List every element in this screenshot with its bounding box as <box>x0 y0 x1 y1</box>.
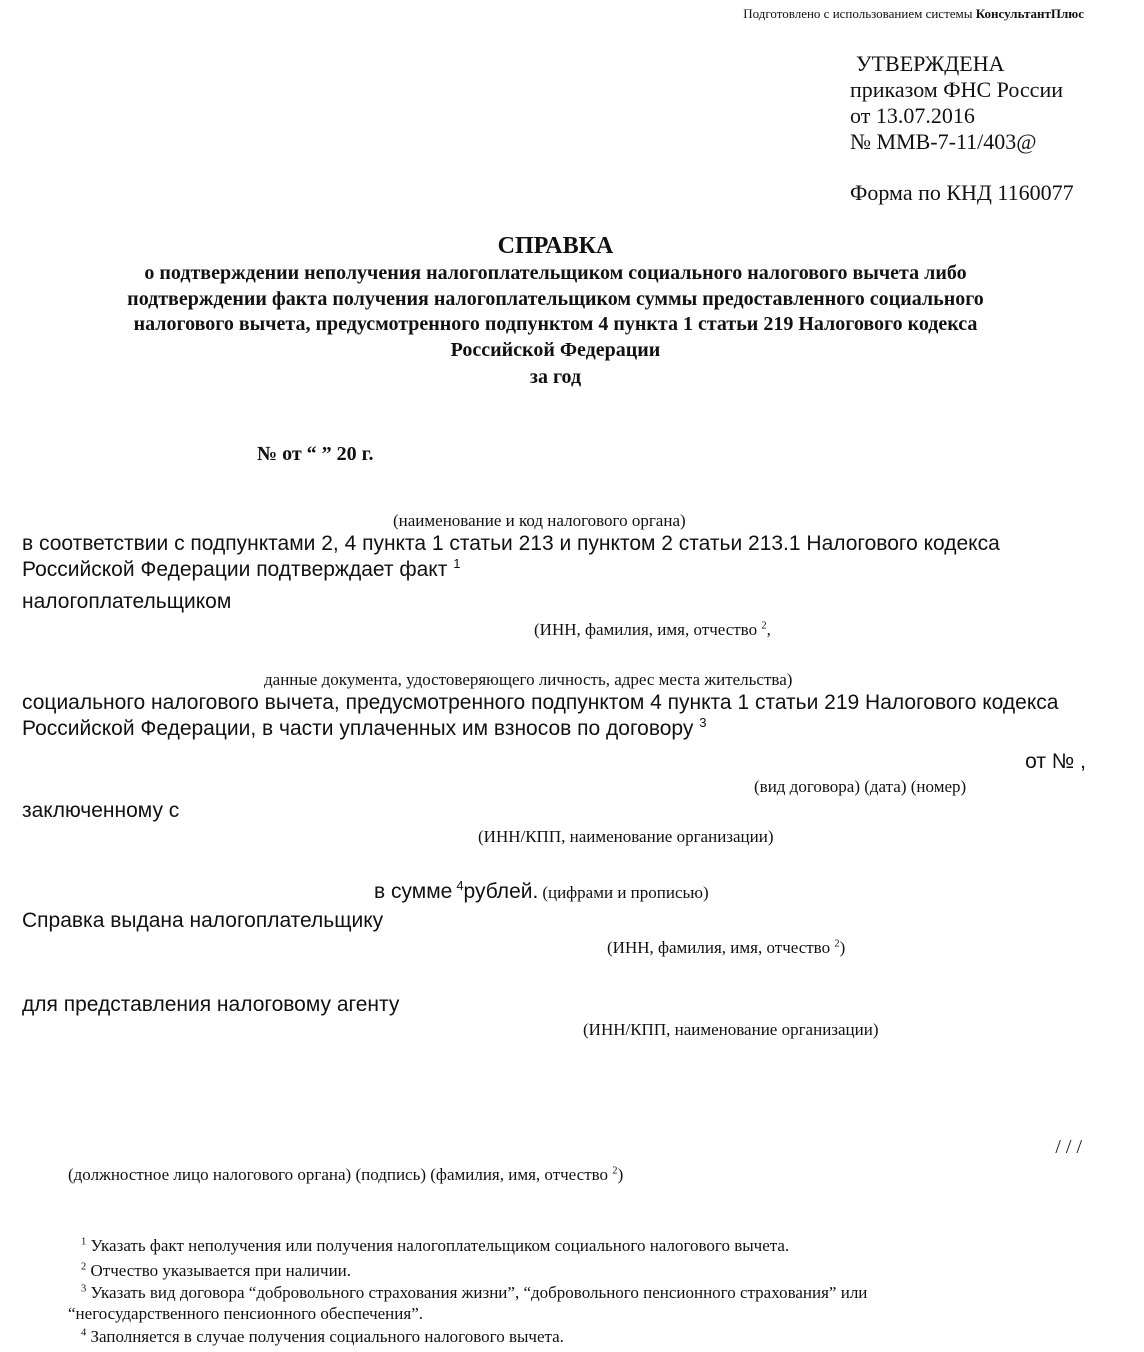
paragraph-1-line-2-text: Российской Федерации подтверждает факт <box>22 558 448 581</box>
sum-suffix: рублей. <box>463 880 539 903</box>
paragraph-1-line-2 <box>22 556 461 581</box>
hint-contract: (вид договора) (дата) (номер) <box>754 777 967 796</box>
footnote-4-text: Заполняется в случае получения социального налогового вычета. <box>90 1327 564 1346</box>
approval-line-3: от 13.07.2016 <box>850 103 975 128</box>
footnote-4 <box>81 1328 564 1345</box>
sum-line <box>374 878 709 903</box>
approval-line-2: приказом ФНС России <box>850 77 1063 102</box>
footnote-1-number: 1 <box>81 1236 87 1248</box>
hint-inn-fio-tail: , <box>766 620 771 639</box>
paragraph-2-line-1: социального налогового вычета, предусмотренного подпунктом 4 пункта 1 статьи 219 Налогового кодекса <box>22 691 1059 714</box>
number-date-line: № от “ ” 20 г. <box>257 443 374 465</box>
footnote-3-continuation: “негосударственного пенсионного обеспечения”. <box>68 1304 423 1323</box>
footnote-3 <box>81 1284 867 1301</box>
title-subline-1: о подтверждении неполучения налогоплательщиком социального налогового вычета либо <box>144 262 967 284</box>
concluded-with-label: заключенному с <box>22 799 180 822</box>
paragraph-1-line-1: в соответствии с подпунктами 2, 4 пункта 1 статьи 213 и пунктом 2 статьи 213.1 Налогового кодекса <box>22 532 1000 555</box>
footnote-3-text: Указать вид договора “добровольного страхования жизни”, “добровольного пенсионного страхования” или <box>90 1283 868 1302</box>
footnote-ref-1: 1 <box>453 556 461 572</box>
footnote-ref-2c: 2 <box>612 1165 618 1177</box>
hint-organization-2: (ИНН/КПП, наименование организации) <box>583 1020 879 1039</box>
signature-slashes: / / / <box>1055 1136 1082 1158</box>
footnote-ref-2: 2 <box>761 620 767 632</box>
title-subline-3: налогового вычета, предусмотренного подпунктом 4 пункта 1 статьи 219 Налогового кодекса <box>133 313 978 335</box>
prepared-by-brand: КонсультантПлюс <box>975 6 1084 21</box>
sum-hint: (цифрами и прописью) <box>542 883 709 902</box>
footnote-ref-3: 3 <box>699 715 707 731</box>
contract-from-number: от № , <box>1025 750 1086 773</box>
approval-line-4: № ММВ-7-11/403@ <box>850 129 1037 154</box>
signature-hint-text: (должностное лицо налогового органа) (подпись) (фамилия, имя, отчество <box>68 1165 609 1184</box>
hint-organization: (ИНН/КПП, наименование организации) <box>478 827 774 846</box>
taxpayer-label: налогоплательщиком <box>22 590 232 613</box>
hint-inn-fio-2-tail: ) <box>839 938 846 957</box>
hint-inn-fio-text: (ИНН, фамилия, имя, отчество <box>534 620 758 639</box>
hint-identity-document: данные документа, удостоверяющего личность, адрес места жительства) <box>264 670 793 689</box>
prepared-by-note <box>743 7 1084 20</box>
footnote-ref-4: 4 <box>456 878 464 894</box>
for-agent-label: для представления налоговому агенту <box>22 993 400 1016</box>
footnote-ref-2b: 2 <box>834 938 840 950</box>
issued-to-label: Справка выдана налогоплательщику <box>22 909 384 932</box>
hint-inn-fio-2 <box>607 939 845 956</box>
hint-inn-fio-2-text: (ИНН, фамилия, имя, отчество <box>607 938 831 957</box>
paragraph-2-line-2 <box>22 715 707 740</box>
document-title: СПРАВКА <box>497 233 614 259</box>
footnote-2 <box>81 1262 351 1279</box>
footnote-1 <box>81 1237 789 1254</box>
form-code: Форма по КНД 1160077 <box>850 180 1074 205</box>
footnote-4-number: 4 <box>81 1327 87 1339</box>
footnote-2-number: 2 <box>81 1261 87 1273</box>
approval-line-1: УТВЕРЖДЕНА <box>856 51 1005 76</box>
signature-hint <box>68 1166 623 1183</box>
footnote-1-text: Указать факт неполучения или получения налогоплательщиком социального налогового вычета. <box>90 1236 790 1255</box>
sum-prefix: в сумме <box>374 880 453 903</box>
paragraph-2-line-2-text: Российской Федерации, в части уплаченных им взносов по договору <box>22 717 694 740</box>
footnote-2-text: Отчество указывается при наличии. <box>90 1261 352 1280</box>
signature-hint-tail: ) <box>617 1165 624 1184</box>
footnote-3-number: 3 <box>81 1283 87 1295</box>
prepared-by-prefix: Подготовлено с использованием системы <box>743 6 976 21</box>
title-subline-4: Российской Федерации <box>450 339 661 361</box>
title-year: за год <box>529 366 582 388</box>
hint-tax-authority: (наименование и код налогового органа) <box>393 511 686 530</box>
hint-inn-fio <box>534 621 771 638</box>
title-subline-2: подтверждении факта получения налогоплательщиком суммы предоставленного социального <box>127 288 984 310</box>
